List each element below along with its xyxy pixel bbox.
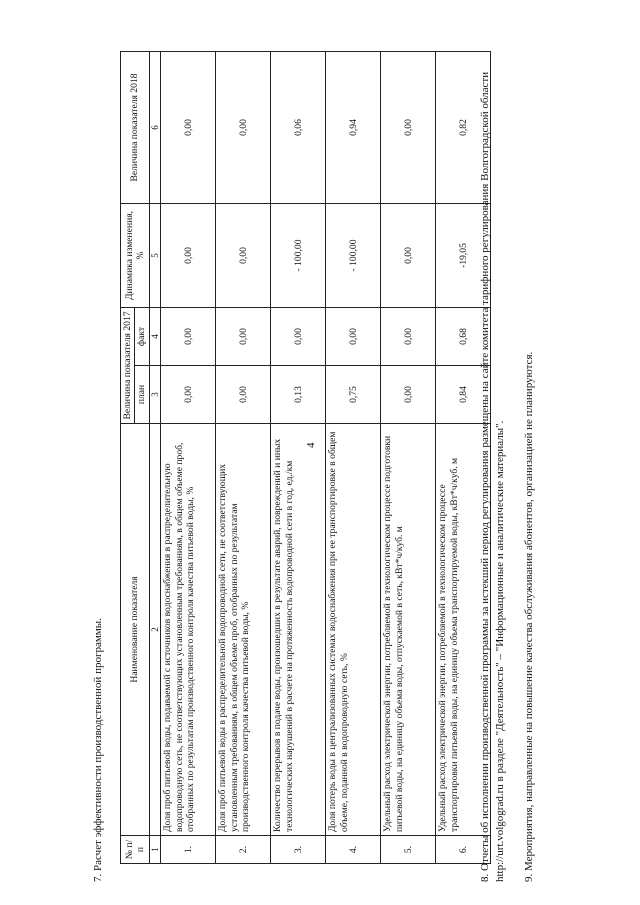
- section-title: 7. Расчет эффективности производственной программы.: [92, 618, 104, 882]
- header-dynamics: Динамика изменения, %: [121, 203, 150, 307]
- fact-value: 0,00: [271, 307, 326, 365]
- table-row: [161, 51, 216, 863]
- value-2018: 0,00: [216, 51, 271, 203]
- header-value-2018: Величина показателя 2018: [121, 51, 150, 203]
- index-cell: 1: [149, 836, 161, 864]
- index-cell: 5: [149, 203, 161, 307]
- fact-value: 0,68: [436, 307, 491, 365]
- row-number: 5.: [381, 836, 436, 864]
- index-cell: 2: [149, 424, 161, 836]
- table-body: [149, 51, 491, 863]
- plan-value: 0,75: [326, 366, 381, 424]
- dynamics-value: - 100,00: [326, 203, 381, 307]
- row-number: 3.: [271, 836, 326, 864]
- dynamics-value: -19,05: [436, 203, 491, 307]
- column-index-row: [149, 51, 161, 863]
- plan-value: 0,00: [381, 366, 436, 424]
- value-2018: 0,82: [436, 51, 491, 203]
- indicator-name: Доля проб питьевой воды в распределительной водопроводной сети, не соответствующих установленным требованиям, в общем объеме проб, отобранных по результатам производственного контроля качества питьевой воды, %: [216, 424, 271, 836]
- header-num: № п/п: [121, 836, 150, 864]
- indicator-name: Доля проб питьевой воды, подаваемой с источников водоснабжения в распределительную водопроводную сеть, не соответствующих установленным требованиям, в общем объеме проб, отобранных по результатам производственного контроля качества питьевой воды, %: [161, 424, 216, 836]
- plan-value: 0,13: [271, 366, 326, 424]
- efficiency-table: [120, 51, 491, 864]
- plan-value: 0,84: [436, 366, 491, 424]
- table-row: [381, 51, 436, 863]
- header-value-2017: Величина показателя 2017: [121, 307, 135, 423]
- note-8-reports: 8. Отчеты об исполнении производственной программы за истекший период регулирования размещены на сайте комитета тарифного регулирования Волгоградской области http://urt.volgograd.ru в разделе "Деятельность" – "Информационные и аналитические материалы".: [479, 71, 506, 882]
- note-9-measures: 9. Мероприятия, направленные на повышение качества обслуживания абонентов, организацией не планируются.: [523, 351, 535, 882]
- table-row: [271, 51, 326, 863]
- index-cell: 4: [149, 307, 161, 365]
- header-plan: план: [135, 366, 149, 424]
- index-cell: 6: [149, 51, 161, 203]
- value-2018: 0,00: [161, 51, 216, 203]
- table-row: [326, 51, 381, 863]
- row-number: 2.: [216, 836, 271, 864]
- indicator-name: Количество перерывов в подаче воды, произошедших в результате аварий, повреждений и иных технологических нарушений в расчете на протяженность водопроводной сети в год, ед./км: [271, 424, 326, 836]
- value-2018: 0,00: [381, 51, 436, 203]
- dynamics-value: 0,00: [216, 203, 271, 307]
- indicator-name: Доля потерь воды в централизованных системах водоснабжения при ее транспортировке в общем объеме, поданной в водопроводную сеть, %: [326, 424, 381, 836]
- fact-value: 0,00: [216, 307, 271, 365]
- table-row: [216, 51, 271, 863]
- dynamics-value: - 100,00: [271, 203, 326, 307]
- value-2018: 0,06: [271, 51, 326, 203]
- dynamics-value: 0,00: [161, 203, 216, 307]
- row-number: 6.: [436, 836, 491, 864]
- row-number: 1.: [161, 836, 216, 864]
- header-fact: факт: [135, 307, 149, 365]
- plan-value: 0,00: [161, 366, 216, 424]
- row-number: 4.: [326, 836, 381, 864]
- header-row-1: [121, 51, 135, 863]
- indicator-name: Удельный расход электрической энергии, потребляемой в технологическом процессе транспортировки питьевой воды, на единицу объема транспортируемой воды, кВт*ч/куб. м: [436, 424, 491, 836]
- dynamics-value: 0,00: [381, 203, 436, 307]
- plan-value: 0,00: [216, 366, 271, 424]
- fact-value: 0,00: [326, 307, 381, 365]
- indicator-name: Удельный расход электрической энергии, потребляемой в технологическом процессе подготовки питьевой воды, на единицу объема воды, отпускаемой в сеть, кВт*ч/куб. м: [381, 424, 436, 836]
- rotated-landscape-page: [0, 12, 640, 892]
- fact-value: 0,00: [161, 307, 216, 365]
- page-number: 4: [305, 442, 317, 448]
- value-2018: 0,94: [326, 51, 381, 203]
- header-name: Наименование показателя: [121, 424, 150, 836]
- fact-value: 0,00: [381, 307, 436, 365]
- index-cell: 3: [149, 366, 161, 424]
